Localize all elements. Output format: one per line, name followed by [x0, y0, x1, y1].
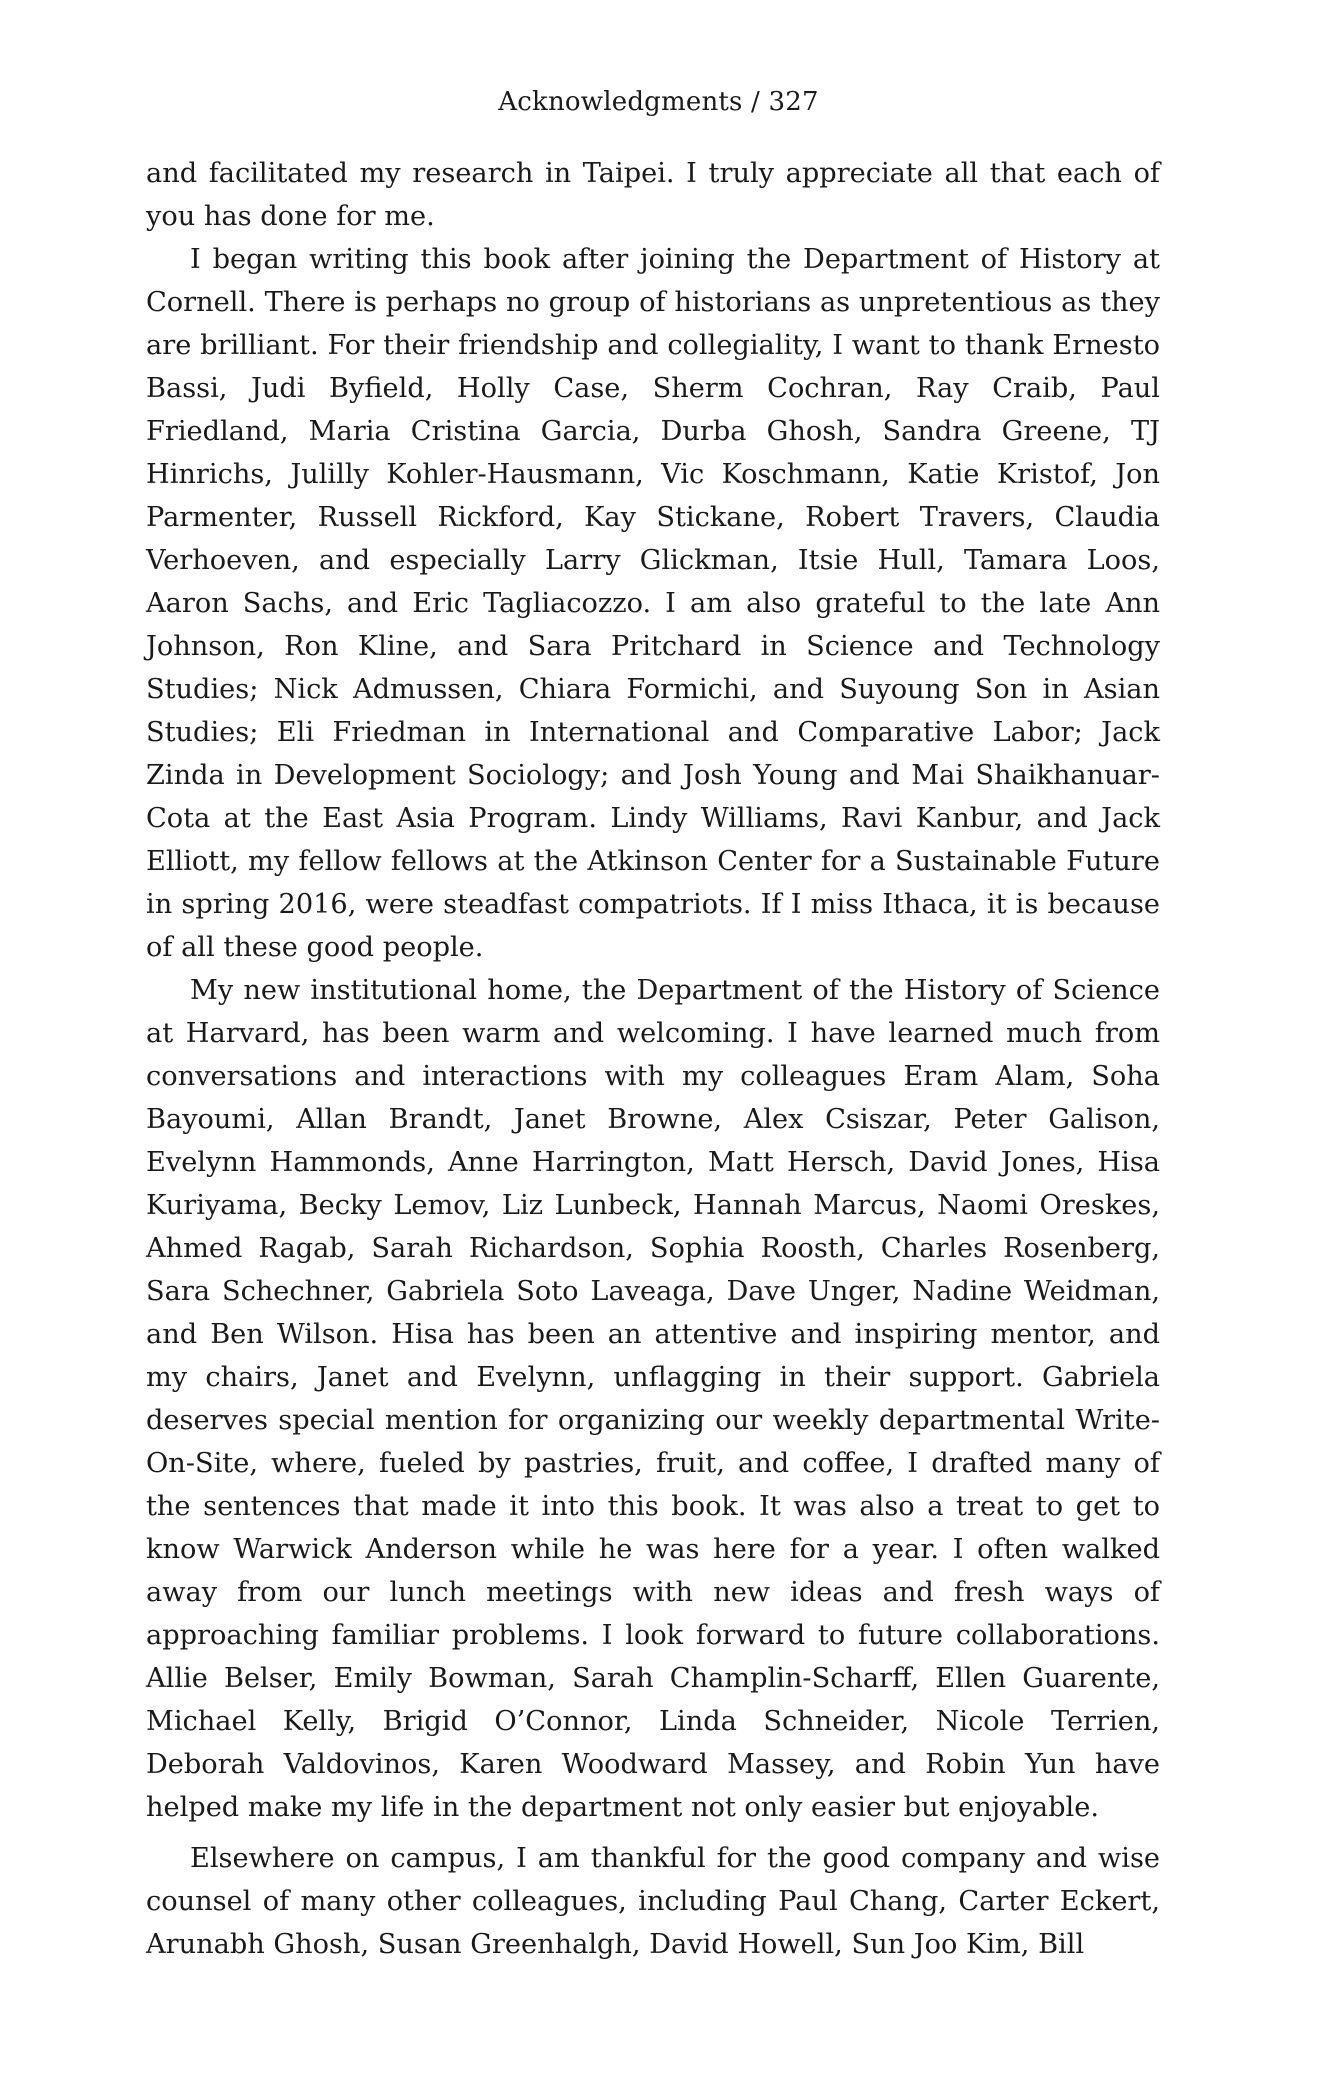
paragraph-cornell: I began writing this book after joining the Department of History at Cornell. There is perhaps no group of historians as unpretentious as they are brilliant. For their friendship and collegiality, I want to thank Ernesto Bassi, Judi Byfield, Holly Case, Sherm Cochran, Ray Craib, Paul Friedland, Maria Cristina Garcia, Durba Ghosh, Sandra Greene, TJ Hinrichs, Julilly Kohler-Hausmann, Vic Koschmann, Katie Kristof, Jon Parmenter, Russell Rickford, Kay Stickane, Robert Travers, Claudia Verhoeven, and especially Larry Glickman, Itsie Hull, Tamara Loos, Aaron Sachs, and Eric Tagliacozzo. I am also grateful to the late Ann Johnson, Ron Kline, and Sara Pritchard in Science and Technology Studies; Nick Admussen, Chiara Formichi, and Suyoung Son in Asian Studies; Eli Friedman in International and Comparative Labor; Jack Zinda in Development Sociology; and Josh Young and Mai Shaikhanuar-Cota at the East Asia Program. Lindy Williams, Ravi Kanbur, and Jack Elliott, my fellow fellows at the Atkinson Center for a Sustainable Future in spring 2016, were steadfast compatriots. If I miss Ithaca, it is because of all these good people. [146, 244, 1160, 963]
paragraph-harvard-department: My new institutional home, the Department of the History of Science at Harvard, has been warm and welcoming. I have learned much from conversations and interactions with my colleagues Eram Alam, Soha Bayoumi, Allan Brandt, Janet Browne, Alex Csiszar, Peter Galison, Evelynn Hammonds, Anne Harrington, Matt Hersch, David Jones, Hisa Kuriyama, Becky Lemov, Liz Lunbeck, Hannah Marcus, Naomi Oreskes, Ahmed Ragab, Sarah Richardson, Sophia Roosth, Charles Rosenberg, Sara Schechner, Gabriela Soto Laveaga, Dave Unger, Nadine Weidman, and Ben Wilson. Hisa has been an attentive and inspiring mentor, and my chairs, Janet and Evelynn, unflagging in their support. Gabriela deserves special mention for organizing our weekly departmental Write-On-Site, where, fueled by pastries, fruit, and coffee, I drafted many of the sentences that made it into this book. It was also a treat to get to know Warwick Anderson while he was here for a year. I often walked away from our lunch meetings with new ideas and fresh ways of approaching familiar problems. I look forward to future collaborations. Allie Belser, Emily Bowman, Sarah Champlin-Scharff, Ellen Guarente, Michael Kelly, Brigid O’Connor, Linda Schneider, Nicole Terrien, Deborah Valdovinos, Karen Woodward Massey, and Robin Yun have helped make my life in the department not only easier but enjoyable. [146, 975, 1160, 1823]
paragraph-elsewhere-on-campus: Elsewhere on campus, I am thankful for the good company and wise counsel of many other colleagues, including Paul Chang, Carter Eckert, Arunabh Ghosh, Susan Greenhalgh, David Howell, Sun Joo Kim, Bill [146, 1843, 1160, 1960]
paragraph-continuation: and facilitated my research in Taipei. I truly appreciate all that each of you has done for me. [146, 158, 1160, 232]
body-text [146, 152, 1160, 1966]
running-head: Acknowledgments / 327 [498, 87, 819, 117]
